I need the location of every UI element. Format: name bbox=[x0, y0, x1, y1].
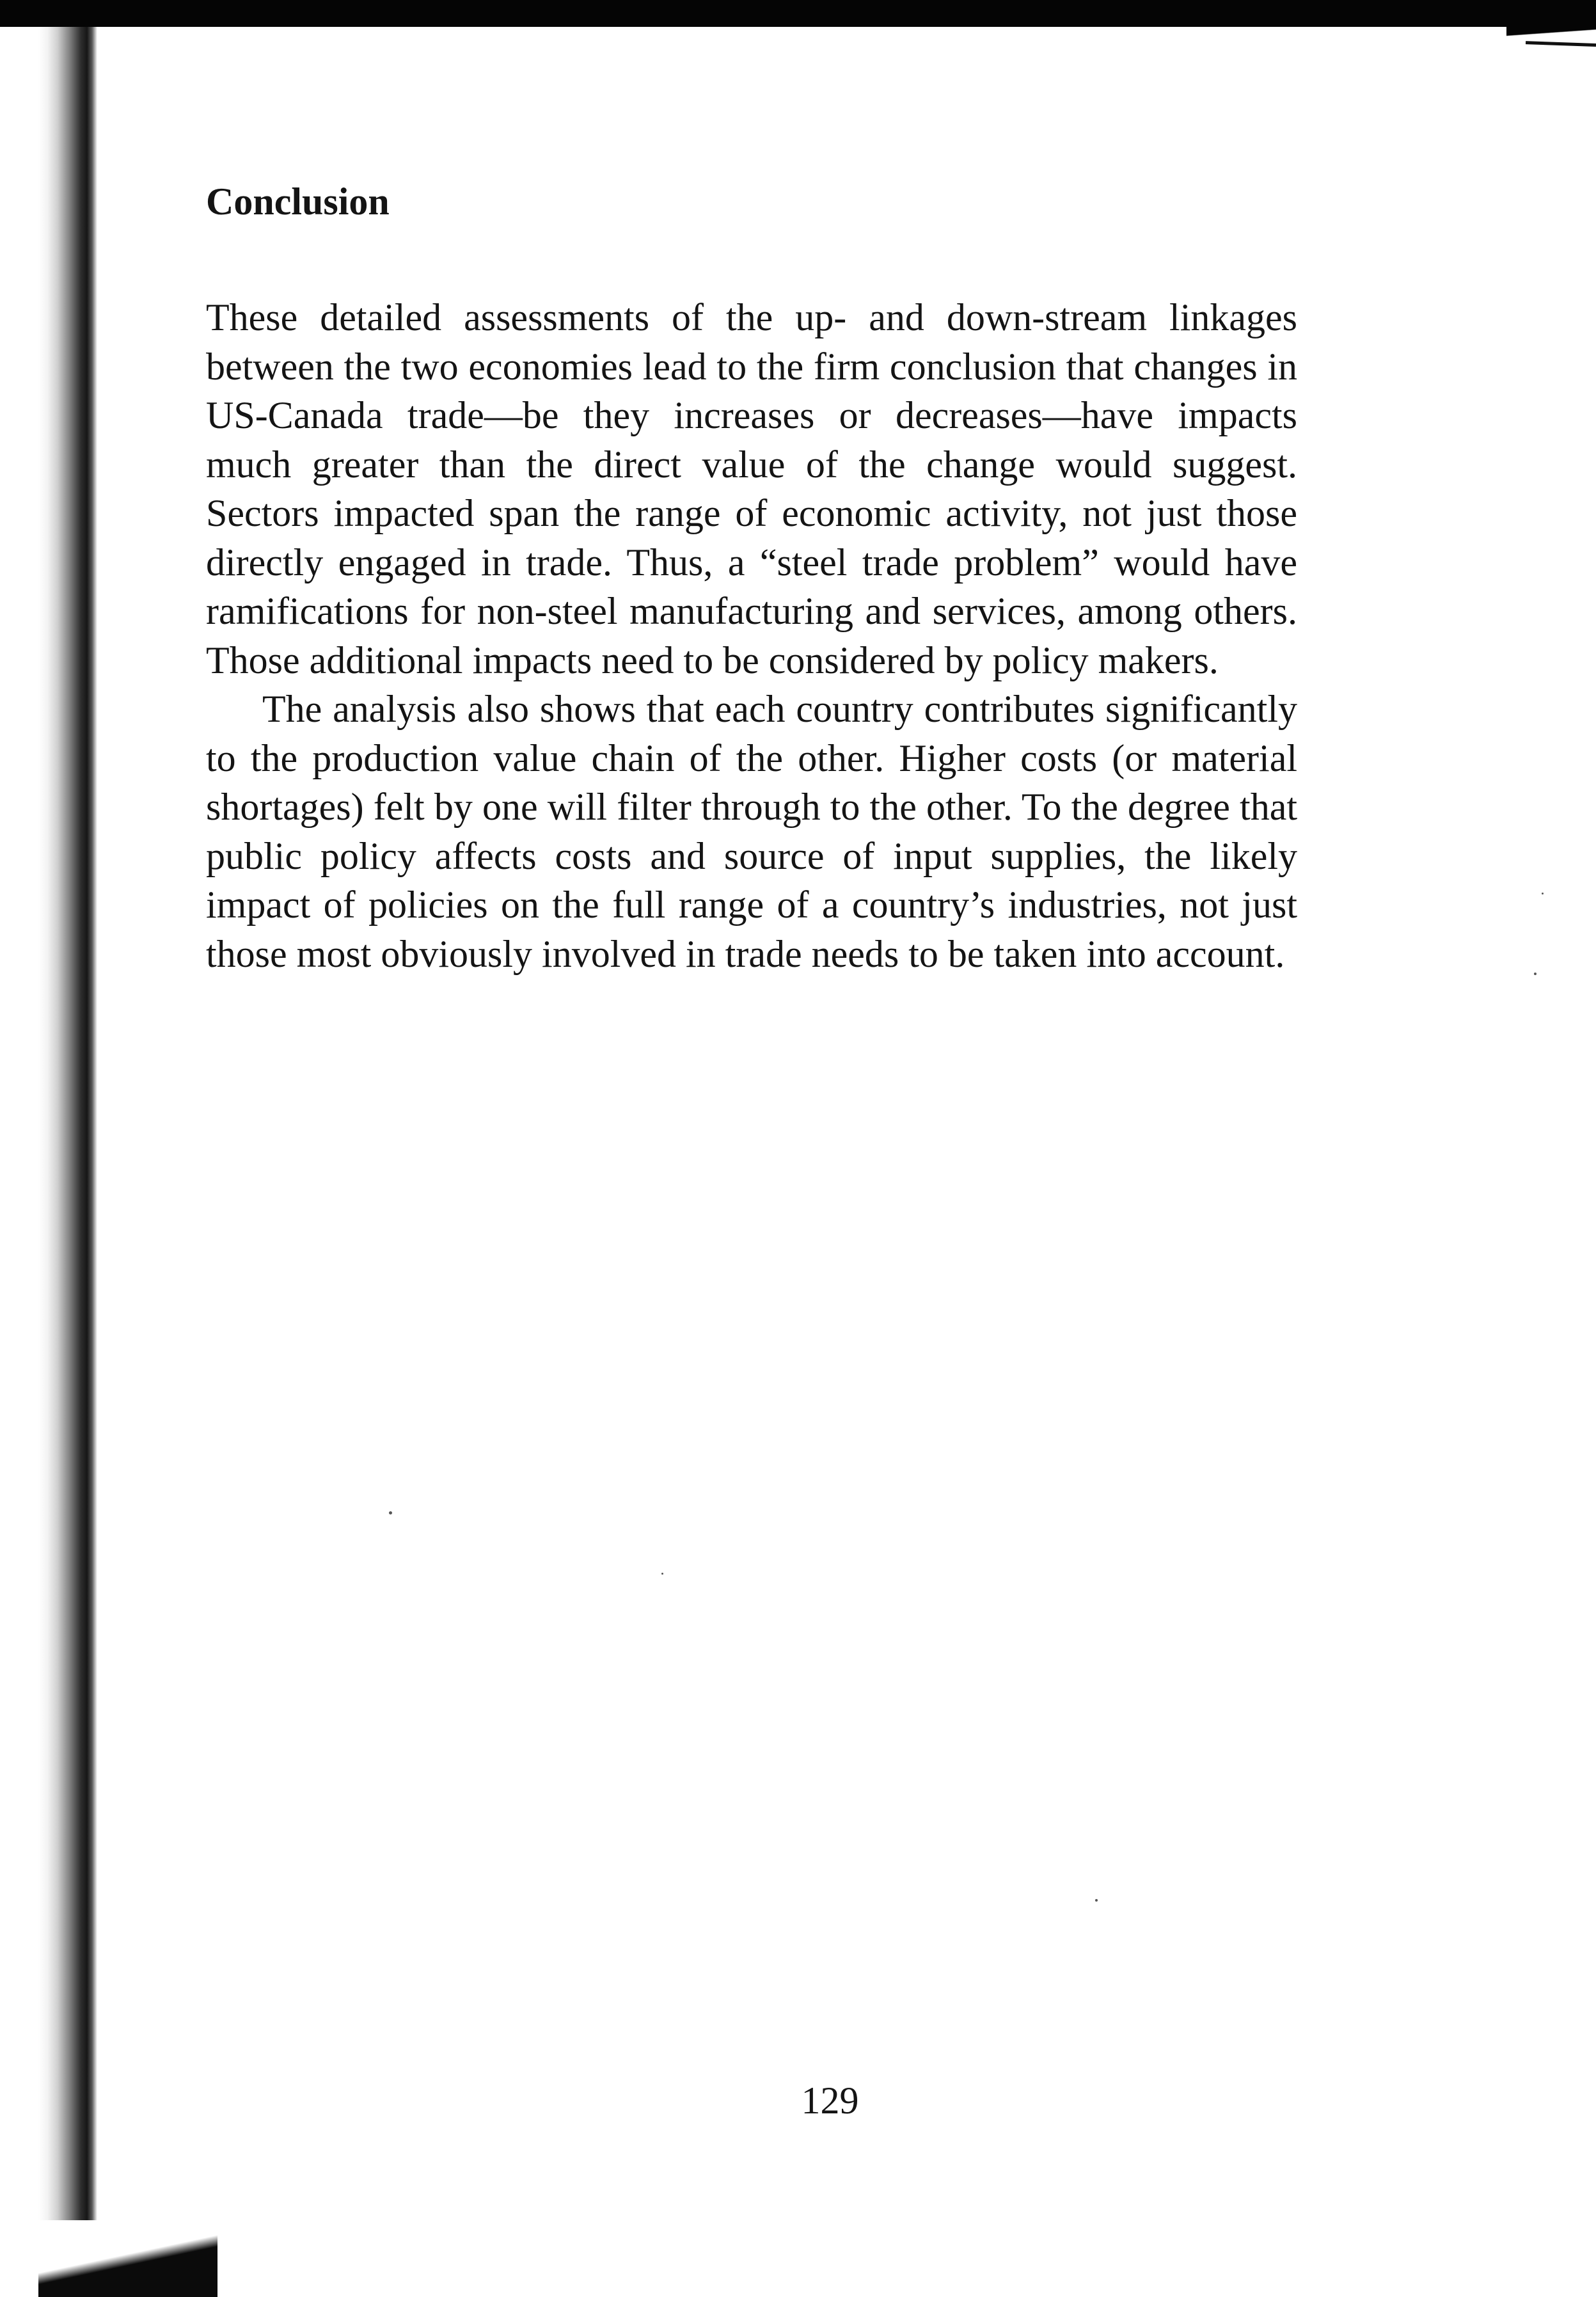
scan-speck bbox=[661, 1573, 663, 1575]
scan-speck bbox=[389, 1511, 392, 1514]
page-body bbox=[206, 174, 1297, 978]
book-binding-corner bbox=[38, 2220, 217, 2297]
paragraph-2: The analysis also shows that each country contributes significantly to the production value chain of the other. Higher costs (or material shortages) felt by one will filter through to the other. To the degree that public policy affects costs and source of input supplies, the likely impact of policies on the full range of a country’s industries, not just those most obviously involved in trade needs to be taken into account. bbox=[206, 688, 1297, 975]
section-heading: Conclusion bbox=[206, 180, 390, 223]
scan-speck bbox=[1095, 1899, 1098, 1902]
page-number: 129 bbox=[801, 2079, 859, 2122]
scan-speck bbox=[1534, 973, 1537, 975]
book-binding-shadow bbox=[38, 27, 97, 2297]
paragraph-1: These detailed assessments of the up- and down-stream linkages between the two economies lead to the firm conclusion that changes in US-Canada trade—be they increases or decreases—have impacts much greater than the direct value of the change would suggest. Sectors impacted span the range of economic activity, not just those directly engaged in trade. Thus, a “steel trade problem” would have ramifications for non-steel manufacturing and services, among others. Those additional impacts need to be considered by policy makers. bbox=[206, 296, 1297, 681]
scan-speck bbox=[1542, 893, 1544, 894]
scan-top-edge bbox=[0, 0, 1596, 27]
